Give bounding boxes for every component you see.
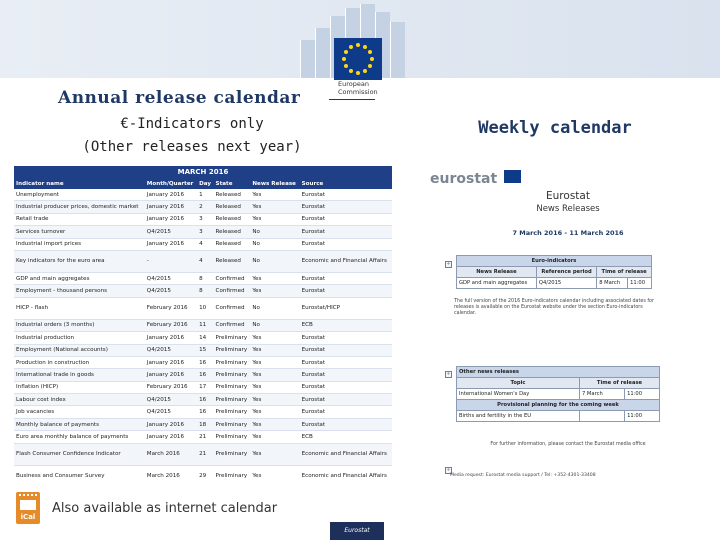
column-header: Day <box>197 178 213 189</box>
other-section-title: Other news releases <box>457 367 660 378</box>
table-cell: Eurostat <box>300 213 392 225</box>
table-cell: Industrial producer prices, domestic market <box>14 201 145 213</box>
table-row <box>14 238 392 250</box>
column-header: Indicator name <box>14 178 145 189</box>
table-cell: 17 <box>197 381 213 393</box>
weekly-calendar <box>428 166 668 488</box>
table-cell: 16 <box>197 406 213 418</box>
eurostat-logo: eurostat <box>430 171 498 187</box>
table-cell: No <box>250 238 299 250</box>
table-cell: Released <box>214 189 251 201</box>
table-cell: Labour cost index <box>14 394 145 406</box>
table-cell: February 2016 <box>145 381 197 393</box>
table-row <box>14 406 392 418</box>
table-row <box>14 465 392 486</box>
table-cell: 16 <box>197 369 213 381</box>
table-cell: Yes <box>250 381 299 393</box>
table-row <box>14 394 392 406</box>
table-cell: 1 <box>197 189 213 201</box>
table-cell: 18 <box>197 418 213 430</box>
table-cell: January 2016 <box>145 431 197 443</box>
subtitle-other: (Other releases next year) <box>82 139 302 155</box>
table-cell: Released <box>214 226 251 238</box>
table-cell: January 2016 <box>145 238 197 250</box>
contact-note: For further information, please contact the Eurostat media office <box>490 442 646 447</box>
table-cell: Job vacancies <box>14 406 145 418</box>
table-cell: Business and Consumer Survey <box>14 465 145 486</box>
table-cell: 3 <box>197 213 213 225</box>
table-cell: Preliminary <box>214 431 251 443</box>
table-cell: Yes <box>250 406 299 418</box>
table-cell: Eurostat <box>300 272 392 284</box>
table-cell: 2 <box>197 201 213 213</box>
table-cell: Production in construction <box>14 356 145 368</box>
table-cell: Yes <box>250 431 299 443</box>
table-cell: March 2016 <box>145 443 197 465</box>
table-cell: Q4/2015 <box>145 285 197 297</box>
media-footer: Media request: Eurostat media support / Tel: +352-4301-33408 <box>450 473 596 478</box>
table-cell: 14 <box>197 332 213 344</box>
table-cell: 16 <box>197 394 213 406</box>
table-cell: Yes <box>250 344 299 356</box>
ical-label: iCal <box>20 513 36 521</box>
table-row <box>14 285 392 297</box>
euro-col-time: Time of release <box>597 267 652 278</box>
table-cell: Yes <box>250 443 299 465</box>
table-row: International Women's Day 7 March 11:00 <box>457 389 660 400</box>
table-cell: No <box>250 226 299 238</box>
annual-calendar-table <box>14 178 392 486</box>
table-cell: Yes <box>250 465 299 486</box>
internet-calendar-note: Also available as internet calendar <box>52 501 278 516</box>
table-cell: January 2016 <box>145 356 197 368</box>
table-row <box>14 332 392 344</box>
table-cell: GDP and main aggregates <box>14 272 145 284</box>
table-cell: Released <box>214 250 251 272</box>
table-cell: Yes <box>250 356 299 368</box>
table-cell: Preliminary <box>214 381 251 393</box>
table-cell: No <box>250 250 299 272</box>
table-cell: Yes <box>250 189 299 201</box>
table-cell: Preliminary <box>214 344 251 356</box>
table-cell: Eurostat <box>300 238 392 250</box>
table-cell: Industrial import prices <box>14 238 145 250</box>
expand-icon: + <box>446 261 451 267</box>
annual-calendar <box>14 166 392 486</box>
table-cell: Yes <box>250 332 299 344</box>
table-cell: Key indicators for the euro area <box>14 250 145 272</box>
table-cell: 11 <box>197 319 213 331</box>
table-cell: 8 <box>197 272 213 284</box>
table-cell: Q4/2015 <box>145 226 197 238</box>
table-row: GDP and main aggregates Q4/2015 8 March 11:00 <box>457 278 652 289</box>
table-cell: Retail trade <box>14 213 145 225</box>
table-cell: Yes <box>250 418 299 430</box>
euro-col-period: Reference period <box>536 267 596 278</box>
column-header: Source <box>300 178 392 189</box>
table-cell: Eurostat <box>300 332 392 344</box>
table-cell: 10 <box>197 297 213 319</box>
table-cell: Confirmed <box>214 285 251 297</box>
table-cell: January 2016 <box>145 418 197 430</box>
table-row <box>14 369 392 381</box>
table-cell: Yes <box>250 201 299 213</box>
ical-icon[interactable] <box>16 492 40 524</box>
table-cell: Yes <box>250 369 299 381</box>
column-header: News Release <box>250 178 299 189</box>
table-cell: Q4/2015 <box>145 272 197 284</box>
table-cell: ECB <box>300 431 392 443</box>
table-cell: Employment - thousand persons <box>14 285 145 297</box>
table-cell: 29 <box>197 465 213 486</box>
table-cell: No <box>250 297 299 319</box>
table-cell: January 2016 <box>145 189 197 201</box>
table-cell: Unemployment <box>14 189 145 201</box>
table-cell: Confirmed <box>214 319 251 331</box>
table-cell: March 2016 <box>145 465 197 486</box>
table-row <box>14 418 392 430</box>
table-cell: Preliminary <box>214 465 251 486</box>
column-header: Month/Quarter <box>145 178 197 189</box>
table-cell: Yes <box>250 213 299 225</box>
weekly-range: 7 March 2016 - 11 March 2016 <box>512 229 624 237</box>
table-row <box>14 356 392 368</box>
table-cell: Eurostat <box>300 394 392 406</box>
table-cell: January 2016 <box>145 213 197 225</box>
table-cell: Eurostat <box>300 226 392 238</box>
table-row <box>14 201 392 213</box>
table-cell: 4 <box>197 250 213 272</box>
expand-icon: + <box>446 371 451 377</box>
euro-indicators-table <box>456 255 652 289</box>
calendar-month: MARCH 2016 <box>14 166 392 178</box>
provisional-title: Provisional planning for the coming week <box>457 400 660 411</box>
table-cell: Released <box>214 213 251 225</box>
table-cell: Preliminary <box>214 332 251 344</box>
table-row <box>14 443 392 465</box>
table-cell: Economic and Financial Affairs <box>300 465 392 486</box>
table-cell: International trade in goods <box>14 369 145 381</box>
table-cell: 16 <box>197 356 213 368</box>
table-cell: Preliminary <box>214 443 251 465</box>
table-cell: 21 <box>197 431 213 443</box>
other-col-topic: Topic <box>457 378 580 389</box>
table-cell: Economic and Financial Affairs <box>300 250 392 272</box>
euro-section-title: Euro-indicators <box>457 256 652 267</box>
table-cell: Eurostat <box>300 344 392 356</box>
ec-label: European Commission <box>338 80 378 96</box>
table-cell: Preliminary <box>214 369 251 381</box>
euro-note: The full version of the 2016 Euro-indicators calendar including associated dates for releases is available on the Eurostat website under the section Euro-indicators calendar. <box>454 299 654 317</box>
table-cell: Eurostat <box>300 201 392 213</box>
table-cell: Preliminary <box>214 356 251 368</box>
eu-flag-small-icon <box>504 170 521 183</box>
table-cell: Yes <box>250 272 299 284</box>
table-row <box>14 272 392 284</box>
table-row <box>14 381 392 393</box>
table-cell: Preliminary <box>214 418 251 430</box>
header-banner <box>0 0 720 78</box>
weekly-subheader: News Releases <box>536 204 600 214</box>
table-row: Births and fertility in the EU 11:00 <box>457 411 660 422</box>
table-cell: Monthly balance of payments <box>14 418 145 430</box>
table-row <box>14 319 392 331</box>
table-cell: Preliminary <box>214 394 251 406</box>
table-cell: Inflation (HICP) <box>14 381 145 393</box>
eurostat-badge: Eurostat <box>330 522 384 540</box>
table-cell: Confirmed <box>214 272 251 284</box>
table-cell: Economic and Financial Affairs <box>300 443 392 465</box>
table-cell: No <box>250 319 299 331</box>
table-cell: Released <box>214 238 251 250</box>
table-cell: Industrial orders (3 months) <box>14 319 145 331</box>
table-cell: Flash Consumer Confidence Indicator <box>14 443 145 465</box>
table-row <box>14 297 392 319</box>
table-cell: Employment (National accounts) <box>14 344 145 356</box>
table-cell: Services turnover <box>14 226 145 238</box>
table-cell: Eurostat <box>300 406 392 418</box>
expand-icon: + <box>446 467 451 473</box>
table-cell: - <box>145 250 197 272</box>
table-cell: Eurostat <box>300 285 392 297</box>
table-cell: January 2016 <box>145 201 197 213</box>
other-releases-table <box>456 366 660 422</box>
table-cell: Industrial production <box>14 332 145 344</box>
table-cell: Q4/2015 <box>145 394 197 406</box>
table-cell: Confirmed <box>214 297 251 319</box>
table-cell: January 2016 <box>145 332 197 344</box>
table-cell: Released <box>214 201 251 213</box>
table-cell: Preliminary <box>214 406 251 418</box>
table-row <box>14 226 392 238</box>
table-cell: Eurostat <box>300 189 392 201</box>
table-row <box>14 250 392 272</box>
title-underline <box>329 99 375 100</box>
table-cell: Q4/2015 <box>145 344 197 356</box>
table-cell: 21 <box>197 443 213 465</box>
annual-title: Annual release calendar <box>58 88 301 108</box>
table-cell: Eurostat <box>300 381 392 393</box>
table-cell: Eurostat <box>300 356 392 368</box>
table-cell: February 2016 <box>145 319 197 331</box>
table-cell: 3 <box>197 226 213 238</box>
table-row <box>14 189 392 201</box>
table-cell: HICP - flash <box>14 297 145 319</box>
table-cell: Euro area monthly balance of payments <box>14 431 145 443</box>
table-cell: 15 <box>197 344 213 356</box>
table-cell: ECB <box>300 319 392 331</box>
table-cell: 8 <box>197 285 213 297</box>
table-cell: Yes <box>250 394 299 406</box>
euro-col-release: News Release <box>457 267 537 278</box>
weekly-title: Weekly calendar <box>478 118 632 138</box>
table-cell: Yes <box>250 285 299 297</box>
table-cell: Eurostat/HICP <box>300 297 392 319</box>
table-cell: Eurostat <box>300 369 392 381</box>
table-cell: January 2016 <box>145 369 197 381</box>
table-cell: Q4/2015 <box>145 406 197 418</box>
table-row <box>14 344 392 356</box>
subtitle-indicators: €-Indicators only <box>120 116 264 132</box>
table-row <box>14 431 392 443</box>
table-cell: February 2016 <box>145 297 197 319</box>
column-header: State <box>214 178 251 189</box>
table-row <box>14 213 392 225</box>
eu-flag-icon <box>334 38 382 80</box>
table-cell: 4 <box>197 238 213 250</box>
weekly-header: Eurostat <box>546 190 590 202</box>
other-col-time: Time of release <box>579 378 659 389</box>
table-cell: Eurostat <box>300 418 392 430</box>
